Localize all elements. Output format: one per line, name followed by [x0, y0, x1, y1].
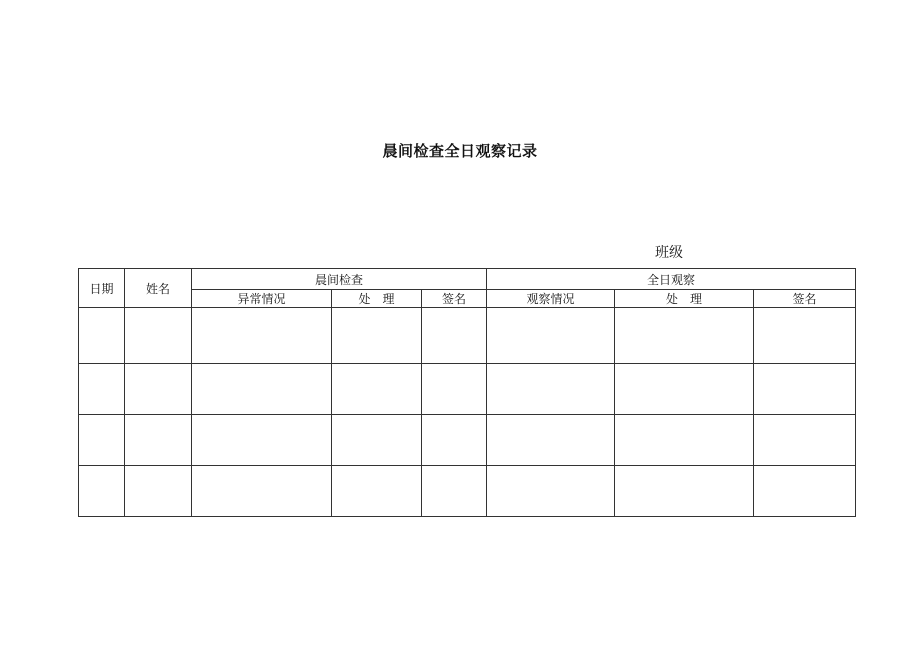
name-cell[interactable] [125, 415, 192, 466]
morning-signature-header: 签名 [422, 290, 487, 308]
observation-condition-cell[interactable] [487, 364, 615, 415]
record-table [78, 268, 856, 517]
morning-handling-cell[interactable] [332, 415, 422, 466]
morning-handling-cell[interactable] [332, 466, 422, 517]
date-cell[interactable] [79, 415, 125, 466]
date-cell[interactable] [79, 308, 125, 364]
class-label: 班级 [655, 245, 683, 261]
day-signature-cell[interactable] [754, 308, 856, 364]
day-signature-cell[interactable] [754, 364, 856, 415]
table-row [79, 415, 856, 466]
name-cell[interactable] [125, 364, 192, 415]
morning-handling-header: 处 理 [332, 290, 422, 308]
abnormal-condition-cell[interactable] [192, 364, 332, 415]
name-cell[interactable] [125, 308, 192, 364]
day-handling-cell[interactable] [615, 308, 754, 364]
abnormal-condition-cell[interactable] [192, 308, 332, 364]
abnormal-condition-cell[interactable] [192, 415, 332, 466]
date-header: 日期 [79, 269, 125, 308]
name-header: 姓名 [125, 269, 192, 308]
day-handling-header: 处 理 [615, 290, 754, 308]
morning-check-header: 晨间检查 [192, 269, 487, 290]
day-handling-cell[interactable] [615, 364, 754, 415]
observation-condition-cell[interactable] [487, 308, 615, 364]
date-cell[interactable] [79, 364, 125, 415]
day-handling-cell[interactable] [615, 415, 754, 466]
table-row [79, 466, 856, 517]
name-cell[interactable] [125, 466, 192, 517]
day-signature-cell[interactable] [754, 466, 856, 517]
abnormal-condition-cell[interactable] [192, 466, 332, 517]
morning-signature-cell[interactable] [422, 415, 487, 466]
day-signature-cell[interactable] [754, 415, 856, 466]
morning-signature-cell[interactable] [422, 364, 487, 415]
day-observation-header: 全日观察 [487, 269, 856, 290]
abnormal-condition-header: 异常情况 [192, 290, 332, 308]
morning-handling-cell[interactable] [332, 308, 422, 364]
table-row [79, 308, 856, 364]
date-cell[interactable] [79, 466, 125, 517]
observation-condition-cell[interactable] [487, 466, 615, 517]
morning-signature-cell[interactable] [422, 466, 487, 517]
table-row [79, 364, 856, 415]
morning-handling-cell[interactable] [332, 364, 422, 415]
document-title: 晨间检查全日观察记录 [382, 142, 538, 160]
day-signature-header: 签名 [754, 290, 856, 308]
day-handling-cell[interactable] [615, 466, 754, 517]
observation-condition-cell[interactable] [487, 415, 615, 466]
morning-signature-cell[interactable] [422, 308, 487, 364]
observation-condition-header: 观察情况 [487, 290, 615, 308]
